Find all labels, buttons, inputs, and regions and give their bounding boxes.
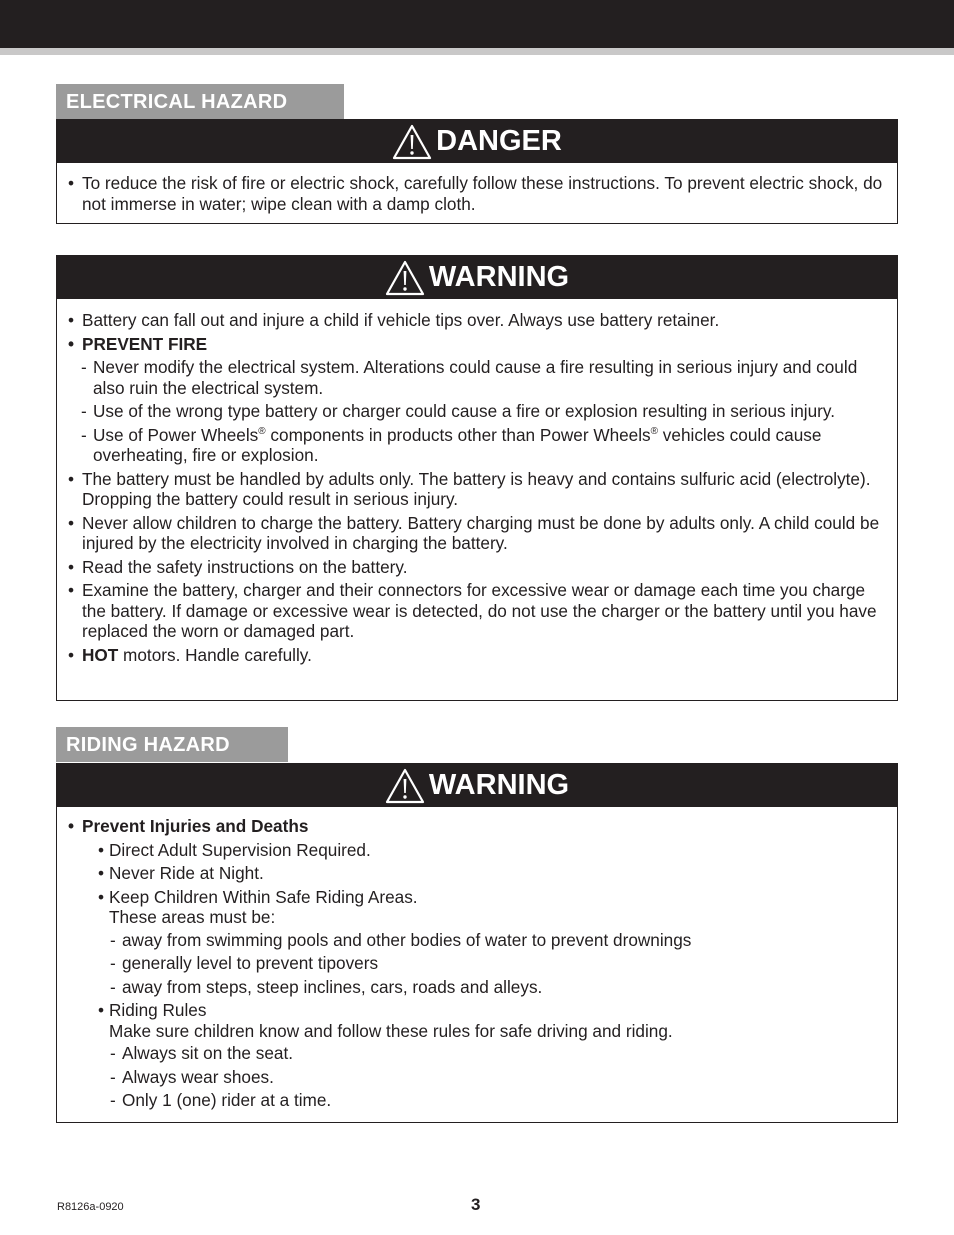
list-item: • The battery must be handled by adults only. The battery is heavy and contains sulfuric acid (electrolyte). Dropping the battery could result in serious injury. (68, 469, 886, 510)
danger-box (56, 119, 898, 224)
list-item-hot: • HOT motors. Handle carefully. (68, 645, 886, 666)
sub-item: - away from steps, steep inclines, cars, roads and alleys. (110, 976, 543, 997)
warning-triangle-icon (392, 124, 432, 160)
header-bar (0, 0, 954, 48)
list-item-prevent-fire: • PREVENT FIRE (68, 334, 886, 355)
areas-intro: These areas must be: (109, 907, 276, 927)
warning-body (57, 299, 897, 665)
list-item: • Never allow children to charge the battery. Battery charging must be done by adults only. A child could be injured by the electricity involved in charging the battery. (68, 513, 886, 554)
sub-item: - Only 1 (one) rider at a time. (110, 1090, 332, 1110)
list-item-heading: • Prevent Injuries and Deaths (68, 816, 886, 837)
sub-item: - Use of Power Wheels® components in products other than Power Wheels® vehicles could cause overheating, fire or explosion. (81, 424, 822, 465)
list-item: • Battery can fall out and injure a child if vehicle tips over. Always use battery retainer. (68, 310, 886, 331)
page-number: 3 (471, 1195, 481, 1214)
danger-body (57, 163, 897, 214)
riding-hazard-tab: RIDING HAZARD (56, 727, 288, 762)
list-item: • Never Ride at Night. (98, 863, 264, 883)
riding-body (57, 807, 897, 1111)
sub-item: - Never modify the electrical system. Alterations could cause a fire resulting in serious injury and could also ruin the electrical system. (81, 357, 858, 398)
warning-header (57, 764, 897, 807)
list-item: • Keep Children Within Safe Riding Areas. (98, 886, 418, 907)
registered-mark: ® (650, 425, 659, 437)
electrical-hazard-tab: ELECTRICAL HAZARD (56, 84, 344, 119)
registered-mark: ® (258, 425, 266, 437)
danger-item: • To reduce the risk of fire or electric shock, carefully follow these instructions. To prevent electric shock, do not immerse in water; wipe clean with a damp cloth. (68, 173, 886, 214)
sub-item: - away from swimming pools and other bodies of water to prevent drownings (110, 929, 692, 950)
list-item: • Riding Rules (98, 1000, 207, 1020)
document-code: R8126a-0920 (57, 1201, 124, 1213)
rules-intro: Make sure children know and follow these rules for safe driving and riding. (109, 1020, 673, 1041)
warning-triangle-icon (385, 260, 425, 296)
warning-title: WARNING (428, 261, 570, 293)
list-item: • Read the safety instructions on the battery. (68, 557, 886, 578)
sub-item: - generally level to prevent tipovers (110, 953, 379, 973)
warning-title: WARNING (428, 769, 570, 801)
sub-item: - Always wear shoes. (110, 1066, 274, 1087)
sub-item: - Always sit on the seat. (110, 1043, 294, 1063)
list-item: • Direct Adult Supervision Required. (98, 839, 371, 860)
warning-header (57, 256, 897, 299)
sub-item: - Use of the wrong type battery or charger could cause a fire or explosion resulting in serious injury. (81, 401, 835, 421)
header-stripe (0, 48, 954, 55)
list-item: • Examine the battery, charger and their connectors for excessive wear or damage each time you charge the battery. If damage or excessive wear is detected, do not use the charger or the battery until you have replaced the worn or damaged part. (68, 580, 886, 642)
danger-title: DANGER (436, 125, 562, 157)
warning-box-riding (56, 763, 898, 1123)
warning-triangle-icon (385, 768, 425, 804)
warning-box-electrical (56, 255, 898, 701)
danger-header (57, 120, 897, 163)
